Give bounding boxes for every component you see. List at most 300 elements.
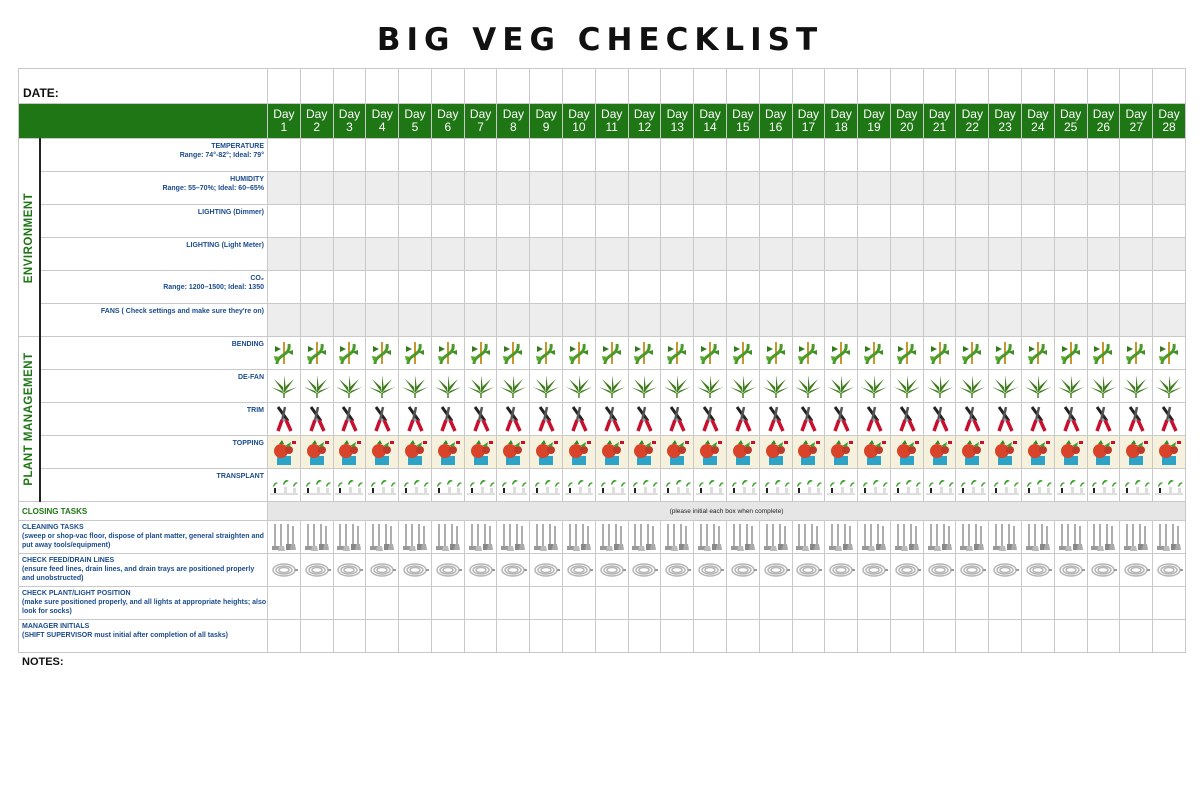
plant-cell[interactable]: [563, 469, 596, 502]
task-cell[interactable]: [497, 554, 530, 587]
plant-cell[interactable]: [1021, 370, 1054, 403]
plant-cell[interactable]: [595, 469, 628, 502]
date-cell[interactable]: [1021, 69, 1054, 104]
task-cell[interactable]: [956, 554, 989, 587]
plant-cell[interactable]: [1120, 469, 1153, 502]
plant-cell[interactable]: [268, 337, 301, 370]
task-cell[interactable]: [694, 521, 727, 554]
plant-cell[interactable]: [464, 403, 497, 436]
task-cell[interactable]: [399, 554, 432, 587]
environment-cell[interactable]: [366, 172, 399, 205]
date-cell[interactable]: [268, 69, 301, 104]
task-cell[interactable]: [333, 620, 366, 653]
environment-cell[interactable]: [399, 304, 432, 337]
environment-cell[interactable]: [694, 205, 727, 238]
plant-cell[interactable]: [268, 436, 301, 469]
environment-cell[interactable]: [366, 304, 399, 337]
environment-cell[interactable]: [759, 304, 792, 337]
plant-cell[interactable]: [1120, 436, 1153, 469]
plant-cell[interactable]: [989, 436, 1022, 469]
environment-cell[interactable]: [464, 271, 497, 304]
environment-cell[interactable]: [366, 139, 399, 172]
environment-cell[interactable]: [464, 172, 497, 205]
task-cell[interactable]: [694, 620, 727, 653]
date-cell[interactable]: [431, 69, 464, 104]
plant-cell[interactable]: [628, 337, 661, 370]
environment-cell[interactable]: [661, 304, 694, 337]
task-cell[interactable]: [956, 521, 989, 554]
task-cell[interactable]: [300, 554, 333, 587]
environment-cell[interactable]: [1087, 205, 1120, 238]
plant-cell[interactable]: [792, 469, 825, 502]
task-cell[interactable]: [595, 554, 628, 587]
date-cell[interactable]: [497, 69, 530, 104]
task-cell[interactable]: [431, 620, 464, 653]
environment-cell[interactable]: [300, 238, 333, 271]
plant-cell[interactable]: [890, 337, 923, 370]
plant-cell[interactable]: [333, 403, 366, 436]
plant-cell[interactable]: [759, 370, 792, 403]
task-cell[interactable]: [300, 620, 333, 653]
environment-cell[interactable]: [956, 304, 989, 337]
environment-cell[interactable]: [1054, 139, 1087, 172]
environment-cell[interactable]: [497, 271, 530, 304]
task-cell[interactable]: [530, 587, 563, 620]
environment-cell[interactable]: [563, 238, 596, 271]
date-cell[interactable]: [792, 69, 825, 104]
environment-cell[interactable]: [1054, 238, 1087, 271]
task-cell[interactable]: [1054, 620, 1087, 653]
plant-cell[interactable]: [759, 469, 792, 502]
environment-cell[interactable]: [792, 172, 825, 205]
task-cell[interactable]: [1021, 521, 1054, 554]
environment-cell[interactable]: [333, 205, 366, 238]
plant-cell[interactable]: [366, 469, 399, 502]
task-cell[interactable]: [464, 521, 497, 554]
plant-cell[interactable]: [858, 370, 891, 403]
environment-cell[interactable]: [759, 139, 792, 172]
plant-cell[interactable]: [825, 403, 858, 436]
plant-cell[interactable]: [661, 337, 694, 370]
task-cell[interactable]: [300, 521, 333, 554]
environment-cell[interactable]: [694, 271, 727, 304]
plant-cell[interactable]: [431, 370, 464, 403]
plant-cell[interactable]: [1153, 337, 1186, 370]
plant-cell[interactable]: [825, 469, 858, 502]
plant-cell[interactable]: [563, 337, 596, 370]
environment-cell[interactable]: [694, 172, 727, 205]
environment-cell[interactable]: [1153, 271, 1186, 304]
plant-cell[interactable]: [759, 403, 792, 436]
environment-cell[interactable]: [333, 238, 366, 271]
environment-cell[interactable]: [1054, 304, 1087, 337]
plant-cell[interactable]: [464, 370, 497, 403]
environment-cell[interactable]: [726, 172, 759, 205]
environment-cell[interactable]: [989, 205, 1022, 238]
plant-cell[interactable]: [563, 403, 596, 436]
task-cell[interactable]: [333, 587, 366, 620]
plant-cell[interactable]: [366, 337, 399, 370]
task-cell[interactable]: [1054, 587, 1087, 620]
plant-cell[interactable]: [858, 436, 891, 469]
task-cell[interactable]: [1120, 554, 1153, 587]
plant-cell[interactable]: [890, 469, 923, 502]
plant-cell[interactable]: [1153, 436, 1186, 469]
task-cell[interactable]: [1153, 521, 1186, 554]
environment-cell[interactable]: [858, 271, 891, 304]
environment-cell[interactable]: [792, 304, 825, 337]
environment-cell[interactable]: [923, 205, 956, 238]
environment-cell[interactable]: [563, 139, 596, 172]
environment-cell[interactable]: [300, 172, 333, 205]
environment-cell[interactable]: [858, 304, 891, 337]
plant-cell[interactable]: [923, 403, 956, 436]
environment-cell[interactable]: [431, 271, 464, 304]
task-cell[interactable]: [497, 620, 530, 653]
task-cell[interactable]: [759, 554, 792, 587]
date-cell[interactable]: [825, 69, 858, 104]
environment-cell[interactable]: [333, 172, 366, 205]
task-cell[interactable]: [1087, 587, 1120, 620]
plant-cell[interactable]: [399, 436, 432, 469]
environment-cell[interactable]: [956, 238, 989, 271]
task-cell[interactable]: [464, 554, 497, 587]
task-cell[interactable]: [497, 587, 530, 620]
environment-cell[interactable]: [268, 139, 301, 172]
environment-cell[interactable]: [431, 205, 464, 238]
task-cell[interactable]: [956, 620, 989, 653]
task-cell[interactable]: [268, 620, 301, 653]
task-cell[interactable]: [923, 620, 956, 653]
environment-cell[interactable]: [923, 304, 956, 337]
environment-cell[interactable]: [726, 304, 759, 337]
plant-cell[interactable]: [726, 436, 759, 469]
plant-cell[interactable]: [989, 337, 1022, 370]
task-cell[interactable]: [530, 620, 563, 653]
environment-cell[interactable]: [858, 172, 891, 205]
task-cell[interactable]: [1120, 620, 1153, 653]
task-cell[interactable]: [661, 521, 694, 554]
plant-cell[interactable]: [595, 403, 628, 436]
environment-cell[interactable]: [694, 238, 727, 271]
date-cell[interactable]: [1054, 69, 1087, 104]
task-cell[interactable]: [464, 620, 497, 653]
environment-cell[interactable]: [464, 304, 497, 337]
environment-cell[interactable]: [726, 139, 759, 172]
environment-cell[interactable]: [1087, 139, 1120, 172]
environment-cell[interactable]: [595, 172, 628, 205]
plant-cell[interactable]: [366, 403, 399, 436]
environment-cell[interactable]: [1021, 304, 1054, 337]
plant-cell[interactable]: [694, 337, 727, 370]
task-cell[interactable]: [300, 587, 333, 620]
plant-cell[interactable]: [1054, 337, 1087, 370]
task-cell[interactable]: [1087, 620, 1120, 653]
date-cell[interactable]: [333, 69, 366, 104]
task-cell[interactable]: [858, 554, 891, 587]
environment-cell[interactable]: [530, 205, 563, 238]
plant-cell[interactable]: [1087, 370, 1120, 403]
task-cell[interactable]: [431, 521, 464, 554]
plant-cell[interactable]: [726, 337, 759, 370]
task-cell[interactable]: [628, 620, 661, 653]
environment-cell[interactable]: [497, 304, 530, 337]
task-cell[interactable]: [956, 587, 989, 620]
environment-cell[interactable]: [628, 271, 661, 304]
plant-cell[interactable]: [300, 469, 333, 502]
environment-cell[interactable]: [1021, 238, 1054, 271]
plant-cell[interactable]: [563, 370, 596, 403]
environment-cell[interactable]: [464, 139, 497, 172]
plant-cell[interactable]: [300, 436, 333, 469]
plant-cell[interactable]: [989, 370, 1022, 403]
task-cell[interactable]: [268, 521, 301, 554]
task-cell[interactable]: [628, 554, 661, 587]
plant-cell[interactable]: [661, 436, 694, 469]
plant-cell[interactable]: [333, 337, 366, 370]
environment-cell[interactable]: [563, 271, 596, 304]
task-cell[interactable]: [726, 554, 759, 587]
task-cell[interactable]: [792, 620, 825, 653]
plant-cell[interactable]: [399, 337, 432, 370]
task-cell[interactable]: [923, 587, 956, 620]
date-cell[interactable]: [858, 69, 891, 104]
plant-cell[interactable]: [792, 436, 825, 469]
environment-cell[interactable]: [759, 271, 792, 304]
task-cell[interactable]: [399, 521, 432, 554]
plant-cell[interactable]: [530, 436, 563, 469]
task-cell[interactable]: [366, 554, 399, 587]
task-cell[interactable]: [792, 521, 825, 554]
plant-cell[interactable]: [1021, 436, 1054, 469]
environment-cell[interactable]: [530, 271, 563, 304]
environment-cell[interactable]: [726, 205, 759, 238]
task-cell[interactable]: [661, 620, 694, 653]
plant-cell[interactable]: [923, 436, 956, 469]
date-cell[interactable]: [595, 69, 628, 104]
task-cell[interactable]: [858, 521, 891, 554]
environment-cell[interactable]: [923, 238, 956, 271]
plant-cell[interactable]: [399, 403, 432, 436]
task-cell[interactable]: [825, 554, 858, 587]
plant-cell[interactable]: [595, 370, 628, 403]
task-cell[interactable]: [1021, 620, 1054, 653]
task-cell[interactable]: [1054, 521, 1087, 554]
plant-cell[interactable]: [792, 370, 825, 403]
plant-cell[interactable]: [366, 436, 399, 469]
environment-cell[interactable]: [1087, 172, 1120, 205]
environment-cell[interactable]: [595, 304, 628, 337]
environment-cell[interactable]: [595, 205, 628, 238]
plant-cell[interactable]: [333, 436, 366, 469]
plant-cell[interactable]: [1054, 436, 1087, 469]
plant-cell[interactable]: [300, 337, 333, 370]
environment-cell[interactable]: [1153, 139, 1186, 172]
plant-cell[interactable]: [628, 403, 661, 436]
date-cell[interactable]: [759, 69, 792, 104]
task-cell[interactable]: [1087, 521, 1120, 554]
plant-cell[interactable]: [956, 337, 989, 370]
task-cell[interactable]: [1153, 587, 1186, 620]
environment-cell[interactable]: [399, 271, 432, 304]
date-cell[interactable]: [726, 69, 759, 104]
plant-cell[interactable]: [923, 370, 956, 403]
date-cell[interactable]: [1153, 69, 1186, 104]
plant-cell[interactable]: [628, 469, 661, 502]
task-cell[interactable]: [366, 620, 399, 653]
plant-cell[interactable]: [431, 403, 464, 436]
task-cell[interactable]: [1120, 587, 1153, 620]
environment-cell[interactable]: [923, 172, 956, 205]
task-cell[interactable]: [333, 554, 366, 587]
task-cell[interactable]: [530, 521, 563, 554]
task-cell[interactable]: [563, 620, 596, 653]
plant-cell[interactable]: [1054, 469, 1087, 502]
date-cell[interactable]: [366, 69, 399, 104]
plant-cell[interactable]: [1120, 370, 1153, 403]
environment-cell[interactable]: [792, 271, 825, 304]
environment-cell[interactable]: [1087, 271, 1120, 304]
environment-cell[interactable]: [759, 172, 792, 205]
plant-cell[interactable]: [464, 436, 497, 469]
task-cell[interactable]: [759, 521, 792, 554]
environment-cell[interactable]: [366, 205, 399, 238]
environment-cell[interactable]: [890, 139, 923, 172]
plant-cell[interactable]: [1054, 403, 1087, 436]
task-cell[interactable]: [661, 554, 694, 587]
environment-cell[interactable]: [792, 238, 825, 271]
environment-cell[interactable]: [268, 205, 301, 238]
plant-cell[interactable]: [825, 370, 858, 403]
plant-cell[interactable]: [530, 403, 563, 436]
task-cell[interactable]: [563, 521, 596, 554]
environment-cell[interactable]: [399, 205, 432, 238]
plant-cell[interactable]: [956, 370, 989, 403]
environment-cell[interactable]: [300, 304, 333, 337]
environment-cell[interactable]: [300, 271, 333, 304]
environment-cell[interactable]: [661, 172, 694, 205]
task-cell[interactable]: [399, 620, 432, 653]
plant-cell[interactable]: [825, 436, 858, 469]
plant-cell[interactable]: [333, 469, 366, 502]
environment-cell[interactable]: [464, 238, 497, 271]
task-cell[interactable]: [890, 521, 923, 554]
plant-cell[interactable]: [595, 337, 628, 370]
plant-cell[interactable]: [1153, 403, 1186, 436]
plant-cell[interactable]: [497, 469, 530, 502]
plant-cell[interactable]: [268, 469, 301, 502]
environment-cell[interactable]: [366, 238, 399, 271]
task-cell[interactable]: [333, 521, 366, 554]
environment-cell[interactable]: [726, 238, 759, 271]
task-cell[interactable]: [890, 620, 923, 653]
environment-cell[interactable]: [530, 139, 563, 172]
task-cell[interactable]: [1021, 554, 1054, 587]
plant-cell[interactable]: [399, 469, 432, 502]
environment-cell[interactable]: [1021, 139, 1054, 172]
task-cell[interactable]: [1120, 521, 1153, 554]
environment-cell[interactable]: [1054, 172, 1087, 205]
plant-cell[interactable]: [300, 403, 333, 436]
plant-cell[interactable]: [661, 370, 694, 403]
plant-cell[interactable]: [464, 469, 497, 502]
environment-cell[interactable]: [628, 238, 661, 271]
environment-cell[interactable]: [825, 304, 858, 337]
environment-cell[interactable]: [300, 205, 333, 238]
plant-cell[interactable]: [661, 469, 694, 502]
environment-cell[interactable]: [825, 172, 858, 205]
plant-cell[interactable]: [1153, 370, 1186, 403]
environment-cell[interactable]: [1120, 271, 1153, 304]
environment-cell[interactable]: [661, 271, 694, 304]
task-cell[interactable]: [1021, 587, 1054, 620]
environment-cell[interactable]: [1021, 271, 1054, 304]
task-cell[interactable]: [628, 521, 661, 554]
task-cell[interactable]: [759, 620, 792, 653]
environment-cell[interactable]: [1054, 271, 1087, 304]
plant-cell[interactable]: [792, 403, 825, 436]
environment-cell[interactable]: [1153, 205, 1186, 238]
task-cell[interactable]: [268, 554, 301, 587]
task-cell[interactable]: [563, 554, 596, 587]
date-cell[interactable]: [661, 69, 694, 104]
task-cell[interactable]: [431, 587, 464, 620]
task-cell[interactable]: [792, 554, 825, 587]
plant-cell[interactable]: [628, 370, 661, 403]
environment-cell[interactable]: [530, 238, 563, 271]
environment-cell[interactable]: [858, 205, 891, 238]
environment-cell[interactable]: [1087, 304, 1120, 337]
task-cell[interactable]: [563, 587, 596, 620]
task-cell[interactable]: [825, 521, 858, 554]
plant-cell[interactable]: [595, 436, 628, 469]
plant-cell[interactable]: [399, 370, 432, 403]
date-cell[interactable]: [1087, 69, 1120, 104]
environment-cell[interactable]: [890, 304, 923, 337]
environment-cell[interactable]: [956, 271, 989, 304]
plant-cell[interactable]: [759, 337, 792, 370]
environment-cell[interactable]: [989, 304, 1022, 337]
task-cell[interactable]: [890, 554, 923, 587]
plant-cell[interactable]: [431, 436, 464, 469]
environment-cell[interactable]: [825, 238, 858, 271]
task-cell[interactable]: [825, 620, 858, 653]
task-cell[interactable]: [890, 587, 923, 620]
environment-cell[interactable]: [497, 238, 530, 271]
date-cell[interactable]: [300, 69, 333, 104]
environment-cell[interactable]: [366, 271, 399, 304]
plant-cell[interactable]: [694, 469, 727, 502]
date-cell[interactable]: [464, 69, 497, 104]
environment-cell[interactable]: [825, 271, 858, 304]
task-cell[interactable]: [923, 554, 956, 587]
task-cell[interactable]: [792, 587, 825, 620]
environment-cell[interactable]: [661, 139, 694, 172]
environment-cell[interactable]: [890, 271, 923, 304]
environment-cell[interactable]: [1120, 238, 1153, 271]
environment-cell[interactable]: [563, 205, 596, 238]
plant-cell[interactable]: [989, 469, 1022, 502]
plant-cell[interactable]: [1021, 403, 1054, 436]
environment-cell[interactable]: [333, 304, 366, 337]
environment-cell[interactable]: [1120, 172, 1153, 205]
environment-cell[interactable]: [628, 304, 661, 337]
environment-cell[interactable]: [1153, 238, 1186, 271]
plant-cell[interactable]: [1120, 403, 1153, 436]
plant-cell[interactable]: [497, 436, 530, 469]
task-cell[interactable]: [726, 521, 759, 554]
environment-cell[interactable]: [595, 271, 628, 304]
